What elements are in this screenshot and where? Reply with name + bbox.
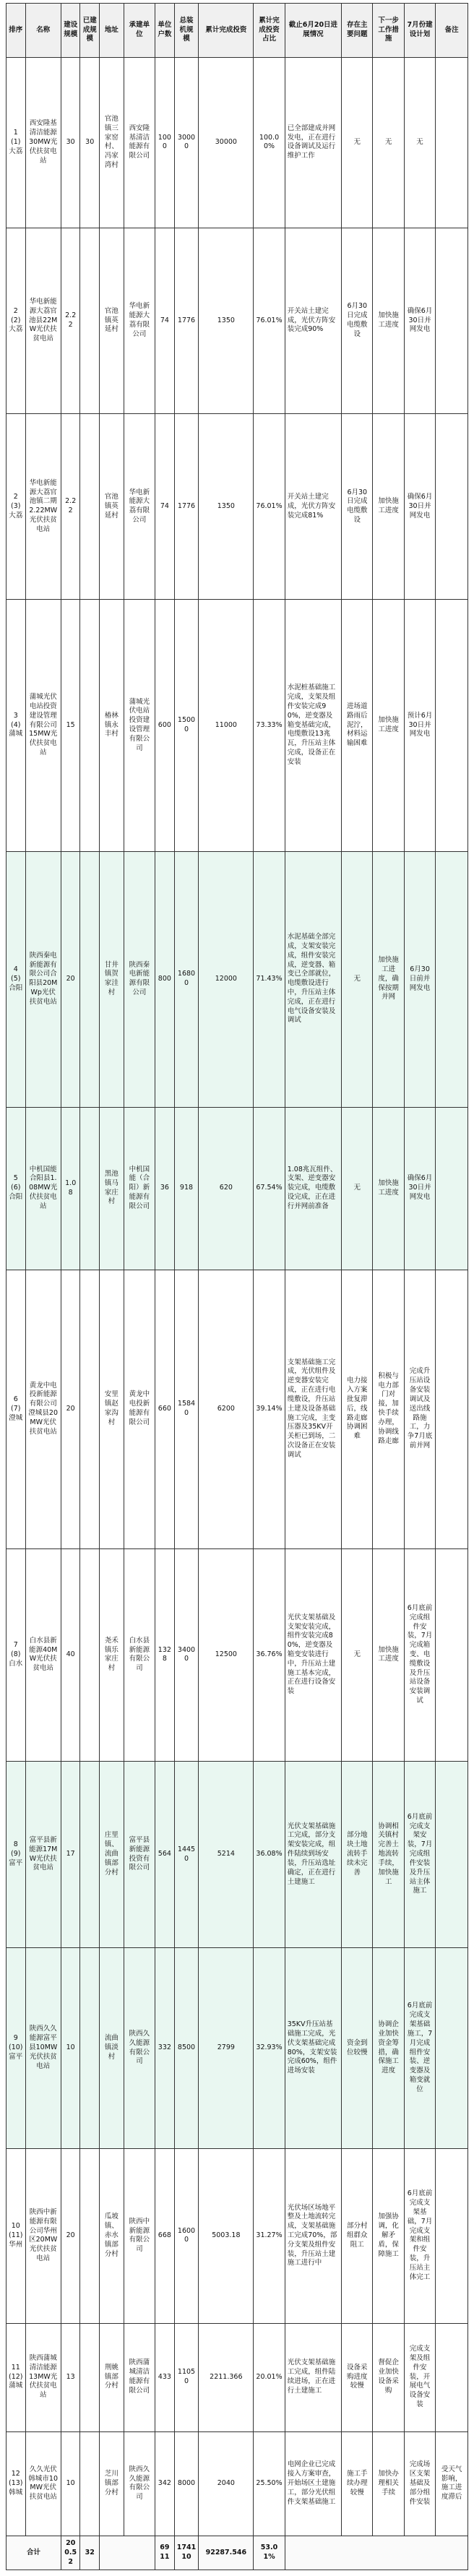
builder-cell: 黄龙中电投新能源有限公司: [124, 1270, 155, 1548]
seq-county: 白水: [9, 1659, 23, 1668]
table-row: [7, 2323, 468, 2431]
seq-sub: (2): [11, 316, 21, 324]
invest-cell: 2211.366: [199, 2323, 254, 2431]
plan-cell: 无: [404, 58, 435, 228]
address-cell: 官池镇英延村: [99, 414, 124, 600]
project-name-cell: 蒲城光伏电站投资建设管理有限公司15MW光伏扶贫电站: [25, 600, 61, 851]
households-cell: 433: [155, 2323, 175, 2431]
table-row: [7, 414, 468, 600]
seq-cell: [7, 228, 26, 413]
measures-cell: 协调企业加快资金筹措，确保施工进度: [373, 1947, 404, 2149]
scale-cell: 20: [61, 2149, 80, 2323]
progress-cell: 开关站土建完成，光伏方阵安装完成81%: [285, 414, 341, 600]
progress-cell: 光伏场区场地平整及土地流转完成，支架基础施工完成70%，部分支架及组件安装，升压站土建施工进行中: [285, 2149, 341, 2323]
seq-sub: (10): [9, 2043, 23, 2052]
builder-cell: 富平县新能源投资有限公司: [124, 1762, 155, 1947]
issues-cell: 无: [342, 58, 373, 228]
plan-cell: 确保6月30日并网发电: [404, 414, 435, 600]
address-cell: 官池镇英延村: [99, 228, 124, 413]
total-households: 6911: [155, 2536, 175, 2570]
scale-cell: 10: [61, 1947, 80, 2149]
column-header: 累计完成投资占比: [254, 4, 285, 58]
capacity-cell: 11050: [174, 2323, 199, 2431]
scale-cell: 20: [61, 1270, 80, 1548]
seq-sub: (8): [11, 1650, 21, 1659]
project-name-cell: 久久光伏韩城市10MW光伏扶贫电站: [25, 2431, 61, 2536]
plan-cell: 6月底前完成组件安装，7月完成箱变、电缆敷设及升压站设备安装调试: [404, 1548, 435, 1762]
capacity-cell: 8500: [174, 1947, 199, 2149]
table-row: [7, 1762, 468, 1947]
address-cell: 瓜坡镇、赤水镇部分村: [99, 2149, 124, 2323]
seq-cell: [7, 1270, 26, 1548]
capacity-cell: 14450: [174, 1762, 199, 1947]
seq-sub: (1): [11, 138, 21, 146]
issues-cell: 无: [342, 851, 373, 1107]
note-cell: [436, 851, 468, 1107]
project-name-cell: 陕西秦电新能源有限公司合阳县20MWp光伏扶贫电站: [25, 851, 61, 1107]
seq-seq: 7: [13, 1641, 18, 1650]
note-cell: [436, 228, 468, 413]
table-row: [7, 1947, 468, 2149]
column-header: 总装机规模: [174, 4, 199, 58]
progress-cell: 光伏支架基础施工完成，组件陆续进场，正在进行土建施工: [285, 2323, 341, 2431]
households-cell: 564: [155, 1762, 175, 1947]
total-scale: 200.52: [61, 2536, 80, 2570]
capacity-cell: 16800: [174, 851, 199, 1107]
project-name-cell: 黄龙中电投新能源有限公司澄城县20MW光伏扶贫电站: [25, 1270, 61, 1548]
column-header: 排序: [7, 4, 26, 58]
progress-cell: 光伏支架基础施工完成，部分支架安装完成，组件陆续到场安装，升压站选址确定，正在进行土建施工: [285, 1762, 341, 1947]
plan-cell: 确保6月30日并网发电: [404, 1107, 435, 1270]
address-cell: 安里镇赵家沟村: [99, 1270, 124, 1548]
invest-cell: 12000: [199, 851, 254, 1107]
issues-cell: 无: [342, 1548, 373, 1762]
builder-cell: 中机国能（合阳）新能源有限公司: [124, 1107, 155, 1270]
seq-seq: 3: [13, 711, 18, 720]
seq-cell: [7, 1107, 26, 1270]
address-cell: 芝川镇部分村: [99, 2431, 124, 2536]
issues-cell: 6月30日完成电缆敷设: [342, 414, 373, 600]
built-cell: [80, 2323, 100, 2431]
seq-county: 蒲城: [9, 730, 23, 738]
plan-cell: 6月底前完成支架安装，7月完成组件安装及升压站主体施工: [404, 1762, 435, 1947]
note-cell: [436, 2323, 468, 2431]
invest-cell: 620: [199, 1107, 254, 1270]
built-cell: [80, 1947, 100, 2149]
invest-cell: 5003.18: [199, 2149, 254, 2323]
built-cell: 30: [80, 58, 100, 228]
seq-cell: [7, 2323, 26, 2431]
households-cell: 74: [155, 414, 175, 600]
builder-cell: 西安隆基清洁能源有限公司: [124, 58, 155, 228]
issues-cell: 部分村组群众阻工: [342, 2149, 373, 2323]
seq-county: 韩城: [9, 2488, 23, 2497]
measures-cell: 积极与电力部门对接，加快手续办理，协调线路走廊: [373, 1270, 404, 1548]
ratio-cell: 39.14%: [254, 1270, 285, 1548]
plan-cell: 6月底前完成支架基础，7月完成支架和组件安装，升压站主体完工: [404, 2149, 435, 2323]
ratio-cell: 32.93%: [254, 1947, 285, 2149]
issues-cell: 6月30日完成电缆敷设: [342, 228, 373, 413]
measures-cell: 加快施工进度: [373, 600, 404, 851]
measures-cell: 加快办理相关手续: [373, 2431, 404, 2536]
seq-county: 华州: [9, 2240, 23, 2249]
address-cell: 官池镇三家窑村、冯家湾村: [99, 58, 124, 228]
column-header: 累计完成投资: [199, 4, 254, 58]
seq-seq: 11: [11, 2363, 20, 2372]
seq-sub: (6): [11, 1184, 21, 1192]
total-empty: [99, 2536, 155, 2570]
ratio-cell: 71.43%: [254, 851, 285, 1107]
builder-cell: 陕西中新能源有限公司: [124, 2149, 155, 2323]
progress-cell: 水泥桩基础施工完成，支架及组件安装完成90%，逆变器及箱变基础完成，电缆敷设13兆瓦，升压站主体完成，设备正在安装: [285, 600, 341, 851]
scale-cell: 17: [61, 1762, 80, 1947]
seq-seq: 9: [13, 2034, 18, 2043]
capacity-cell: 16000: [174, 2149, 199, 2323]
seq-county: 大荔: [9, 325, 23, 334]
table-row: [7, 1548, 468, 1762]
progress-cell: 光伏支架基础及支架安装完成，组件安装完成80%，逆变器及箱变安装进行中，升压站土建施工基本完成，正在进行设备安装: [285, 1548, 341, 1762]
note-cell: 受天气影响，施工进度滞后: [436, 2431, 468, 2536]
measures-cell: 加强协调，化解矛盾，保障施工: [373, 2149, 404, 2323]
issues-cell: 施工手续办理较慢: [342, 2431, 373, 2536]
column-header: 地址: [99, 4, 124, 58]
seq-sub: (9): [11, 1850, 21, 1858]
measures-cell: 加快施工进度: [373, 1107, 404, 1270]
households-cell: 342: [155, 2431, 175, 2536]
capacity-cell: 8000: [174, 2431, 199, 2536]
scale-cell: 1.08: [61, 1107, 80, 1270]
capacity-cell: 1776: [174, 414, 199, 600]
address-cell: 甘井镇贺家洼村: [99, 851, 124, 1107]
seq-county: 合阳: [9, 1192, 23, 1201]
seq-county: 富平: [9, 2052, 23, 2061]
seq-sub: (13): [9, 2479, 23, 2488]
issues-cell: 部分地块土地流转手续未完善: [342, 1762, 373, 1947]
ratio-cell: 31.27%: [254, 2149, 285, 2323]
seq-seq: 4: [13, 965, 18, 973]
issues-cell: 设备采购进度较慢: [342, 2323, 373, 2431]
column-header: 7月份建设计划: [404, 4, 435, 58]
table-row: [7, 2149, 468, 2323]
capacity-cell: 30000: [174, 58, 199, 228]
builder-cell: 华电新能源大荔有限公司: [124, 414, 155, 600]
plan-cell: 确保6月30日并网发电: [404, 228, 435, 413]
builder-cell: 蒲城光伏电站投资建设管理有限公司: [124, 600, 155, 851]
issues-cell: 无: [342, 1107, 373, 1270]
ratio-cell: 76.01%: [254, 228, 285, 413]
seq-seq: 12: [11, 2470, 20, 2478]
issues-cell: 电力接入方案批复滞后，线路走廊协调困难: [342, 1270, 373, 1548]
table-row: [7, 58, 468, 228]
scale-cell: 20: [61, 851, 80, 1107]
scale-cell: 13: [61, 2323, 80, 2431]
measures-cell: 无: [373, 58, 404, 228]
measures-cell: 加快施工进度: [373, 228, 404, 413]
plan-cell: 完成升压站设备安装调试及送出线路施工，力争7月底前并网: [404, 1270, 435, 1548]
capacity-cell: 918: [174, 1107, 199, 1270]
table-body: [7, 58, 468, 2570]
built-cell: [80, 1548, 100, 1762]
seq-sub: (12): [9, 2372, 23, 2381]
progress-cell: 开关站土建完成，光伏方阵安装完成90%: [285, 228, 341, 413]
seq-cell: [7, 1548, 26, 1762]
builder-cell: 白水县新能源有限公司: [124, 1548, 155, 1762]
seq-cell: [7, 58, 26, 228]
column-header: 存在主要问题: [342, 4, 373, 58]
built-cell: [80, 851, 100, 1107]
households-cell: 800: [155, 851, 175, 1107]
capacity-cell: 15840: [174, 1270, 199, 1548]
built-cell: [80, 414, 100, 600]
households-cell: 74: [155, 228, 175, 413]
seq-seq: 2: [13, 306, 18, 315]
seq-sub: (11): [9, 2231, 23, 2240]
note-cell: [436, 1947, 468, 2149]
seq-sub: (5): [11, 974, 21, 983]
column-header: 承建单位: [124, 4, 155, 58]
seq-cell: [7, 1762, 26, 1947]
table-row: [7, 1270, 468, 1548]
seq-county: 大荔: [9, 147, 23, 155]
ratio-cell: 67.54%: [254, 1107, 285, 1270]
households-cell: 600: [155, 600, 175, 851]
invest-cell: 2040: [199, 2431, 254, 2536]
builder-cell: 陕西久久能源有限公司: [124, 2431, 155, 2536]
ratio-cell: 36.08%: [254, 1762, 285, 1947]
note-cell: [436, 600, 468, 851]
seq-county: 蒲城: [9, 2382, 23, 2390]
built-cell: [80, 228, 100, 413]
address-cell: 尧禾镇乐家庄村: [99, 1548, 124, 1762]
capacity-cell: 34000: [174, 1548, 199, 1762]
column-header: 建设规模: [61, 4, 80, 58]
scale-cell: 40: [61, 1548, 80, 1762]
column-header: 备注: [436, 4, 468, 58]
plan-cell: 预计6月30日并网发电: [404, 600, 435, 851]
scale-cell: 10: [61, 2431, 80, 2536]
address-cell: 流曲镇淡村: [99, 1947, 124, 2149]
seq-seq: 2: [13, 493, 18, 501]
total-label: 合计: [7, 2536, 61, 2570]
note-cell: [436, 414, 468, 600]
project-name-cell: 华电新能源大荔官池县22MW光伏扶贫电站: [25, 228, 61, 413]
total-ratio: 53.01%: [254, 2536, 285, 2570]
invest-cell: 6200: [199, 1270, 254, 1548]
seq-cell: [7, 414, 26, 600]
note-cell: [436, 1762, 468, 1947]
address-cell: 黑池镇马家庄村: [99, 1107, 124, 1270]
note-cell: [436, 1548, 468, 1762]
seq-seq: 6: [13, 1395, 18, 1403]
total-empty: [285, 2536, 467, 2570]
seq-county: 富平: [9, 1858, 23, 1867]
invest-cell: 2799: [199, 1947, 254, 2149]
capacity-cell: 15000: [174, 600, 199, 851]
built-cell: [80, 2149, 100, 2323]
ratio-cell: 20.01%: [254, 2323, 285, 2431]
plan-cell: 6月底前完成支架基础施工，7月完成组件安装、逆变器及箱变就位: [404, 1947, 435, 2149]
households-cell: 668: [155, 2149, 175, 2323]
seq-seq: 8: [13, 1840, 18, 1849]
table-row: [7, 851, 468, 1107]
progress-cell: 35KV升压站基础施工完成，光伏支架基础完成80%，支架安装完成60%，组件进场安装: [285, 1947, 341, 2149]
address-cell: 庄里镇、流曲镇部分村: [99, 1762, 124, 1947]
issues-cell: 进场道路雨后泥泞，材料运输困难: [342, 600, 373, 851]
progress-cell: 已全部建成并网发电，正在进行设备调试及运行维护工作: [285, 58, 341, 228]
built-cell: [80, 1270, 100, 1548]
seq-county: 大荔: [9, 511, 23, 520]
invest-cell: 11000: [199, 600, 254, 851]
seq-county: 澄城: [9, 1413, 23, 1422]
builder-cell: 陕西秦电新能源有限公司: [124, 851, 155, 1107]
column-header: 已建成规模: [80, 4, 100, 58]
table-row: [7, 228, 468, 413]
header-row: [7, 4, 468, 58]
progress-table: [6, 3, 468, 2570]
ratio-cell: 100.00%: [254, 58, 285, 228]
built-cell: [80, 1762, 100, 1947]
project-name-cell: 中机国能合阳县1.08MW光伏扶贫电站: [25, 1107, 61, 1270]
invest-cell: 12500: [199, 1548, 254, 1762]
project-name-cell: 陕西中新能源有限公司华州区20MW光伏扶贫电站: [25, 2149, 61, 2323]
measures-cell: 督促企业加快设备采购: [373, 2323, 404, 2431]
note-cell: [436, 1270, 468, 1548]
seq-seq: 1: [13, 129, 18, 137]
note-cell: [436, 58, 468, 228]
measures-cell: 加快施工进度: [373, 1548, 404, 1762]
progress-cell: 水泥基础全部完成，支架安装完成，组件安装完成，逆变器、箱变已全部就位，电缆敷设进行中，升压站主体完成，正在进行电气设备安装及调试: [285, 851, 341, 1107]
households-cell: 660: [155, 1270, 175, 1548]
built-cell: [80, 600, 100, 851]
project-name-cell: 陕西久久能源富平县10MW光伏扶贫电站: [25, 1947, 61, 2149]
project-name-cell: 华电新能源大荔官池镇二期2.22MW光伏扶贫电站: [25, 414, 61, 600]
invest-cell: 5214: [199, 1762, 254, 1947]
invest-cell: 1350: [199, 414, 254, 600]
built-cell: [80, 1107, 100, 1270]
seq-cell: [7, 2431, 26, 2536]
households-cell: 36: [155, 1107, 175, 1270]
builder-cell: 陕西久久能源有限公司: [124, 1947, 155, 2149]
project-name-cell: 西安隆基清洁能源30MW光伏扶贫电站: [25, 58, 61, 228]
households-cell: 332: [155, 1947, 175, 2149]
column-header: 名称: [25, 4, 61, 58]
builder-cell: 陕西蒲城清洁能源有限公司: [124, 2323, 155, 2431]
seq-seq: 5: [13, 1174, 18, 1183]
capacity-cell: 1776: [174, 228, 199, 413]
table-row: [7, 600, 468, 851]
seq-cell: [7, 851, 26, 1107]
ratio-cell: 36.76%: [254, 1548, 285, 1762]
seq-cell: [7, 1947, 26, 2149]
note-cell: [436, 2149, 468, 2323]
plan-cell: 完成支架及组件安装，开展电气设备安装: [404, 2323, 435, 2431]
invest-cell: 30000: [199, 58, 254, 228]
total-invest: 92287.546: [199, 2536, 254, 2570]
address-cell: 椿林镇永丰村: [99, 600, 124, 851]
scale-cell: 15: [61, 600, 80, 851]
project-name-cell: 富平县新能源17MW光伏扶贫电站: [25, 1762, 61, 1947]
measures-cell: 加快施工进度: [373, 414, 404, 600]
scale-cell: 30: [61, 58, 80, 228]
table-row: [7, 2431, 468, 2536]
total-row: [7, 2536, 468, 2570]
invest-cell: 1350: [199, 228, 254, 413]
households-cell: 1000: [155, 58, 175, 228]
seq-cell: [7, 2149, 26, 2323]
seq-cell: [7, 600, 26, 851]
seq-sub: (7): [11, 1404, 21, 1413]
issues-cell: 资金到位较慢: [342, 1947, 373, 2149]
progress-cell: 支架基础施工完成，光伏组件及逆变器安装完成，正在进行电缆敷设，升压站土建及设备基础施工完成，主变压器及35KV开关柜已到场，二次设备正在安装调试: [285, 1270, 341, 1548]
column-header: 截止6月20日进展情况: [285, 4, 341, 58]
table-row: [7, 1107, 468, 1270]
ratio-cell: 25.50%: [254, 2431, 285, 2536]
plan-cell: 完成场区支架基础及部分组件安装: [404, 2431, 435, 2536]
seq-county: 合阳: [9, 983, 23, 992]
seq-sub: (3): [11, 501, 21, 510]
scale-cell: 2.22: [61, 228, 80, 413]
seq-sub: (4): [11, 720, 21, 729]
total-capacity: 174110: [174, 2536, 199, 2570]
address-cell: 荆姚镇部分村: [99, 2323, 124, 2431]
measures-cell: 协调相关镇村完善土地流转手续，加快施工: [373, 1762, 404, 1947]
total-built: 32: [80, 2536, 100, 2570]
column-header: 下一步工作措施: [373, 4, 404, 58]
column-header: 单位户数: [155, 4, 175, 58]
ratio-cell: 73.33%: [254, 600, 285, 851]
project-name-cell: 陕西蒲城清洁能源13MW光伏扶贫电站: [25, 2323, 61, 2431]
built-cell: [80, 2431, 100, 2536]
measures-cell: 加快施工进度，确保按期并网: [373, 851, 404, 1107]
households-cell: 1328: [155, 1548, 175, 1762]
project-name-cell: 白水县新能源40MW光伏扶贫电站: [25, 1548, 61, 1762]
progress-cell: 电网企业已完成接入方案审查，开始场区土建施工，部分光伏组件支架基础施工: [285, 2431, 341, 2536]
scale-cell: 2.22: [61, 414, 80, 600]
note-cell: [436, 1107, 468, 1270]
progress-cell: 1.08兆瓦组件、支架、逆变器安装完成，电缆敷设完成，正在进行并网前准备: [285, 1107, 341, 1270]
builder-cell: 华电新能源大荔有限公司: [124, 228, 155, 413]
ratio-cell: 76.01%: [254, 414, 285, 600]
plan-cell: 6月30日前并网发电: [404, 851, 435, 1107]
seq-seq: 10: [11, 2222, 20, 2231]
